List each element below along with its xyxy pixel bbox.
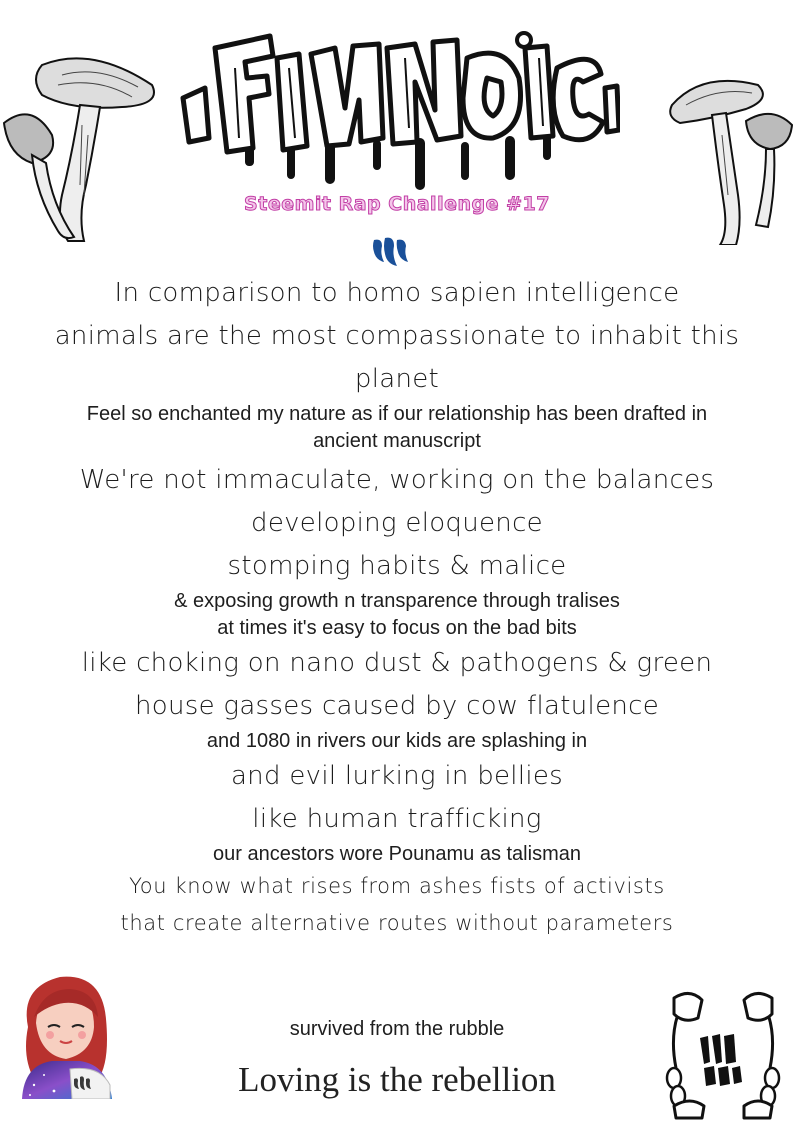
lyric-line: Feel so enchanted my nature as if our relationship has been drafted in (86, 403, 708, 425)
lyric-line: planet (354, 364, 440, 394)
lyric-line: our ancestors wore Pounamu as talisman (213, 843, 581, 865)
lyric-line: stomping habits & malice (227, 551, 567, 581)
lyrics-block (0, 272, 794, 942)
footer-text-line: survived from the rubble (289, 1018, 505, 1040)
lyric-line: and 1080 in rivers our kids are splashing in (206, 730, 588, 752)
lyric-line: house gasses caused by cow flatulence (134, 691, 660, 721)
lyric-line: like choking on nano dust & pathogens & green (81, 648, 713, 678)
mushroom-icon (2, 45, 174, 245)
lyric-line: and evil lurking in bellies (230, 761, 564, 791)
chained-hands-logo (660, 988, 786, 1120)
lyric-line: animals are the most compassionate to inhabit this (54, 321, 740, 351)
lyric-line: that create alternative routes without parameters (120, 911, 674, 935)
fiunoichi-graffiti-logo (175, 18, 620, 208)
steem-logo-icon (370, 234, 410, 272)
challenge-subtitle: Steemit Rap Challenge #17 (244, 193, 550, 215)
lyric-line: at times it's easy to focus on the bad bits (217, 617, 577, 639)
lyric-line: ancient manuscript (313, 430, 481, 452)
lyric-line: We're not immaculate, working on the balances (79, 465, 715, 495)
lyric-line: In comparison to homo sapien intelligence (114, 278, 680, 308)
lyric-line: like human trafficking (252, 804, 542, 834)
lyric-line: You know what rises from ashes fists of activists (129, 874, 665, 898)
lyric-line: developing eloquence (251, 508, 543, 538)
lyric-line: & exposing growth n transparence through tralises (174, 590, 620, 612)
closing-headline: Loving is the rebellion (238, 1060, 556, 1099)
mushroom-icon (662, 65, 794, 245)
